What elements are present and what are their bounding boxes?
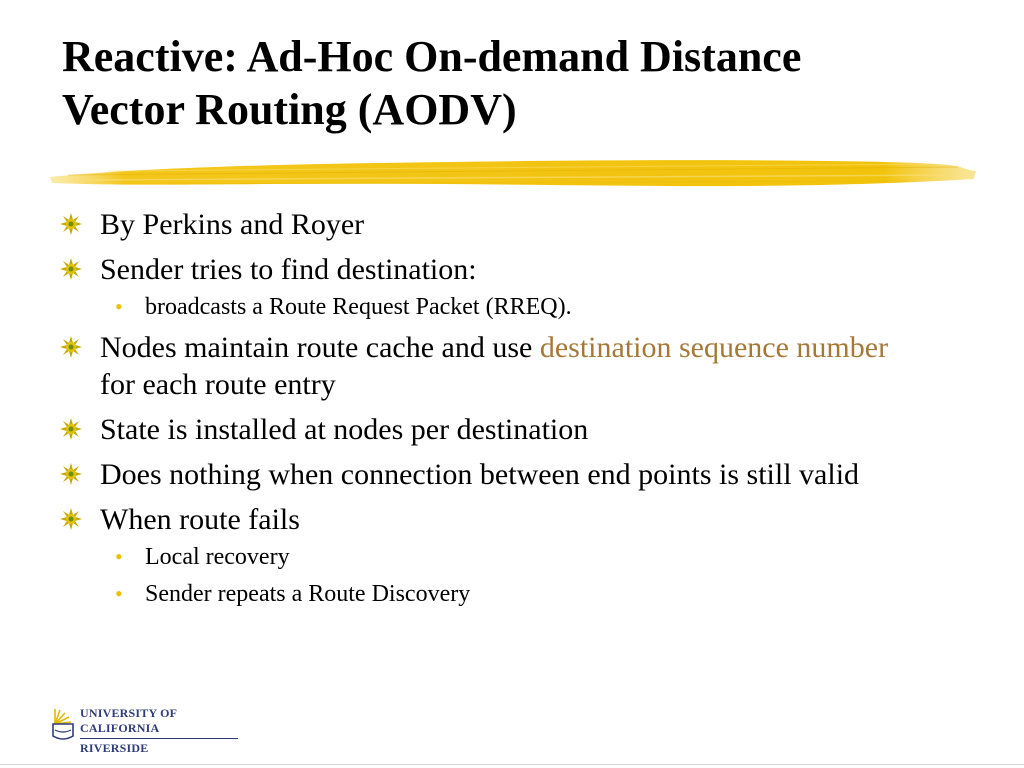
bullet-text: State is installed at nodes per destination (100, 413, 589, 446)
logo-line-1: UNIVERSITY OF CALIFORNIA (80, 706, 177, 735)
bullet-text: By Perkins and Royer (100, 208, 365, 241)
sunburst-bullet-icon (60, 418, 82, 440)
bullet-item (100, 411, 920, 448)
yellow-dot-bullet-icon: • (115, 581, 123, 606)
yellow-dot-bullet-icon: • (115, 294, 123, 319)
sunburst-bullet-icon (60, 336, 82, 358)
sub-bullet-text: Sender repeats a Route Discovery (145, 581, 471, 607)
logo-wordmark (80, 706, 252, 756)
sub-bullet-text: broadcasts a Route Request Packet (RREQ). (145, 294, 572, 320)
sub-bullet-group (0, 292, 1024, 322)
sunburst-bullet-icon (60, 258, 82, 280)
sub-bullet-group (0, 542, 1024, 609)
bullet-item (100, 329, 920, 403)
sunburst-bullet-icon (60, 213, 82, 235)
bottom-divider (0, 764, 1024, 765)
sunburst-bullet-icon (60, 463, 82, 485)
logo-divider (80, 738, 238, 739)
bullet-item (100, 206, 920, 243)
bullet-text: When route fails (100, 503, 300, 536)
bullet-item (100, 251, 920, 288)
yellow-brush-stroke (48, 153, 978, 193)
bullet-text: Does nothing when connection between end points is still valid (100, 458, 860, 491)
title-line-1: Reactive: Ad-Hoc On-demand Distance (62, 32, 802, 81)
bullet-list (0, 206, 1024, 616)
logo-line-2: RIVERSIDE (80, 741, 149, 755)
sub-bullet-item (115, 579, 905, 609)
sunburst-bullet-icon (60, 508, 82, 530)
highlighted-term: destination sequence number (539, 331, 889, 364)
sub-bullet-text: Local recovery (145, 544, 290, 570)
sub-bullet-item (115, 542, 905, 572)
sub-bullet-item (115, 292, 905, 322)
title-line-2: Vector Routing (AODV) (62, 85, 517, 134)
bullet-item (100, 501, 920, 538)
slide-title (62, 30, 962, 136)
bullet-text-part: for each route entry (100, 368, 336, 401)
ucr-logo (52, 706, 252, 755)
bullet-text-part: Nodes maintain route cache and use (100, 331, 540, 364)
bullet-item (100, 456, 920, 493)
bullet-text: Sender tries to find destination: (100, 253, 477, 286)
yellow-dot-bullet-icon: • (115, 544, 123, 569)
ucr-sun-logo-icon (52, 706, 74, 742)
